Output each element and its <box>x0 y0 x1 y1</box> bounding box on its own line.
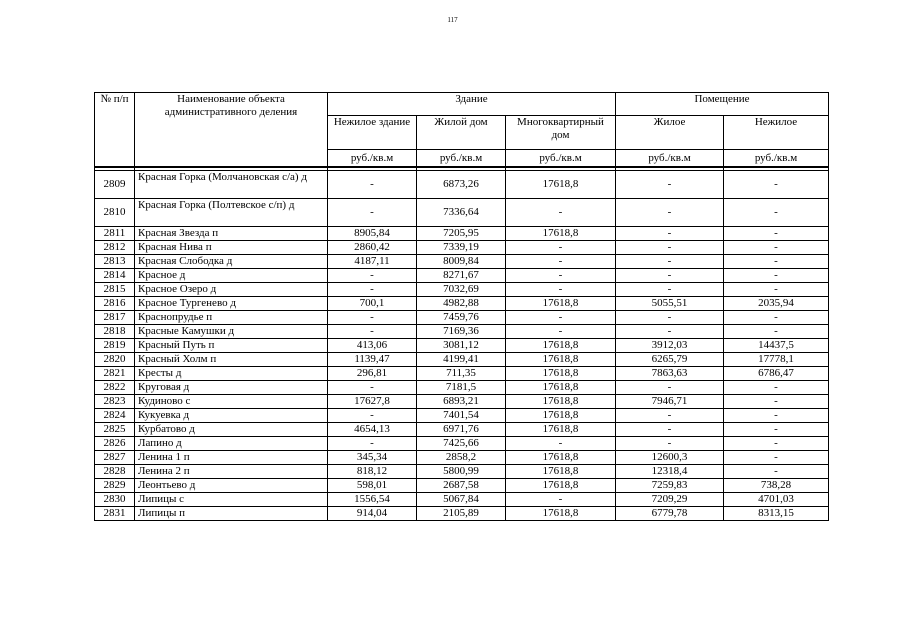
page-number: 117 <box>447 16 458 24</box>
object-name: Красное Озеро д <box>135 283 328 297</box>
residential-house-value: 6873,26 <box>417 171 506 199</box>
nonresidential-building-value: - <box>328 381 417 395</box>
nonresidential-building-value: 17627,8 <box>328 395 417 409</box>
residential-house-value: 4982,88 <box>417 297 506 311</box>
nonresidential-room-value: - <box>724 241 829 255</box>
nonresidential-building-value: 4654,13 <box>328 423 417 437</box>
nonresidential-building-value: 598,01 <box>328 479 417 493</box>
row-number: 2822 <box>95 381 135 395</box>
residential-room-value: 12600,3 <box>616 451 724 465</box>
residential-room-value: - <box>616 311 724 325</box>
table-row <box>95 493 829 507</box>
table-row <box>95 325 829 339</box>
nonresidential-building-value: 4187,11 <box>328 255 417 269</box>
residential-house-value: 7401,54 <box>417 409 506 423</box>
table-row <box>95 381 829 395</box>
residential-room-value: - <box>616 227 724 241</box>
residential-room-value: - <box>616 241 724 255</box>
residential-house-value: 7425,66 <box>417 437 506 451</box>
unit-label: руб./кв.м <box>417 150 506 168</box>
apartment-building-value: 17618,8 <box>506 507 616 521</box>
object-name: Красное д <box>135 269 328 283</box>
unit-label: руб./кв.м <box>616 150 724 168</box>
row-number: 2821 <box>95 367 135 381</box>
header-nonresidential-room: Нежилое <box>724 116 829 150</box>
table-body <box>95 167 829 521</box>
nonresidential-building-value: 296,81 <box>328 367 417 381</box>
object-name: Красная Нива п <box>135 241 328 255</box>
nonresidential-building-value: 1556,54 <box>328 493 417 507</box>
object-name: Красный Путь п <box>135 339 328 353</box>
residential-house-value: 7181,5 <box>417 381 506 395</box>
header-number: № п/п <box>95 93 135 168</box>
apartment-building-value: - <box>506 311 616 325</box>
header-apartment-building: Многоквартирный дом <box>506 116 616 150</box>
table-row <box>95 437 829 451</box>
row-number: 2827 <box>95 451 135 465</box>
nonresidential-room-value: 4701,03 <box>724 493 829 507</box>
nonresidential-building-value: - <box>328 269 417 283</box>
residential-house-value: 8009,84 <box>417 255 506 269</box>
apartment-building-value: 17618,8 <box>506 297 616 311</box>
row-number: 2825 <box>95 423 135 437</box>
table-row <box>95 451 829 465</box>
residential-room-value: 3912,03 <box>616 339 724 353</box>
nonresidential-building-value: 8905,84 <box>328 227 417 241</box>
residential-house-value: 7032,69 <box>417 283 506 297</box>
row-number: 2824 <box>95 409 135 423</box>
row-number: 2814 <box>95 269 135 283</box>
nonresidential-room-value: - <box>724 325 829 339</box>
residential-room-value: 7259,83 <box>616 479 724 493</box>
apartment-building-value: 17618,8 <box>506 171 616 199</box>
residential-room-value: - <box>616 325 724 339</box>
table-row <box>95 423 829 437</box>
apartment-building-value: - <box>506 437 616 451</box>
table-row <box>95 339 829 353</box>
row-number: 2819 <box>95 339 135 353</box>
nonresidential-room-value: 17778,1 <box>724 353 829 367</box>
apartment-building-value: 17618,8 <box>506 339 616 353</box>
nonresidential-building-value: 818,12 <box>328 465 417 479</box>
nonresidential-building-value: - <box>328 283 417 297</box>
residential-room-value: 7946,71 <box>616 395 724 409</box>
residential-house-value: 7339,19 <box>417 241 506 255</box>
table-row <box>95 255 829 269</box>
nonresidential-room-value: 738,28 <box>724 479 829 493</box>
header-object-name: Наименование объекта административного деления <box>135 93 328 168</box>
residential-house-value: 7169,36 <box>417 325 506 339</box>
residential-room-value: - <box>616 437 724 451</box>
row-number: 2812 <box>95 241 135 255</box>
object-name: Липицы п <box>135 507 328 521</box>
residential-room-value: - <box>616 423 724 437</box>
apartment-building-value: - <box>506 269 616 283</box>
unit-label: руб./кв.м <box>724 150 829 168</box>
apartment-building-value: - <box>506 255 616 269</box>
table-row <box>95 241 829 255</box>
nonresidential-building-value: - <box>328 409 417 423</box>
nonresidential-room-value: - <box>724 283 829 297</box>
nonresidential-building-value: - <box>328 311 417 325</box>
nonresidential-building-value: 2860,42 <box>328 241 417 255</box>
table-row <box>95 283 829 297</box>
residential-room-value: - <box>616 381 724 395</box>
row-number: 2815 <box>95 283 135 297</box>
apartment-building-value: - <box>506 493 616 507</box>
table-row <box>95 297 829 311</box>
nonresidential-room-value: 8313,15 <box>724 507 829 521</box>
nonresidential-room-value: 6786,47 <box>724 367 829 381</box>
object-name: Красные Камушки д <box>135 325 328 339</box>
nonresidential-room-value: - <box>724 269 829 283</box>
residential-house-value: 2858,2 <box>417 451 506 465</box>
nonresidential-building-value: 1139,47 <box>328 353 417 367</box>
residential-house-value: 6971,76 <box>417 423 506 437</box>
nonresidential-building-value: 700,1 <box>328 297 417 311</box>
nonresidential-room-value: 14437,5 <box>724 339 829 353</box>
row-number: 2811 <box>95 227 135 241</box>
residential-room-value: - <box>616 409 724 423</box>
table-row <box>95 409 829 423</box>
nonresidential-room-value: - <box>724 409 829 423</box>
row-number: 2830 <box>95 493 135 507</box>
nonresidential-room-value: - <box>724 171 829 199</box>
row-number: 2820 <box>95 353 135 367</box>
nonresidential-room-value: - <box>724 227 829 241</box>
unit-label: руб./кв.м <box>506 150 616 168</box>
residential-house-value: 2687,58 <box>417 479 506 493</box>
apartment-building-value: 17618,8 <box>506 353 616 367</box>
header-group-room: Помещение <box>616 93 829 116</box>
nonresidential-room-value: - <box>724 381 829 395</box>
object-name: Ленина 1 п <box>135 451 328 465</box>
nonresidential-room-value: 2035,94 <box>724 297 829 311</box>
row-number: 2828 <box>95 465 135 479</box>
table-row <box>95 367 829 381</box>
residential-house-value: 2105,89 <box>417 507 506 521</box>
residential-house-value: 7205,95 <box>417 227 506 241</box>
residential-room-value: 7863,63 <box>616 367 724 381</box>
row-number: 2809 <box>95 171 135 199</box>
residential-house-value: 3081,12 <box>417 339 506 353</box>
apartment-building-value: - <box>506 283 616 297</box>
nonresidential-room-value: - <box>724 199 829 227</box>
table-row <box>95 269 829 283</box>
object-name: Красная Горка (Молчановская с/а) д <box>135 171 328 199</box>
row-number: 2813 <box>95 255 135 269</box>
residential-house-value: 5067,84 <box>417 493 506 507</box>
nonresidential-building-value: - <box>328 325 417 339</box>
apartment-building-value: - <box>506 325 616 339</box>
table-row <box>95 395 829 409</box>
residential-room-value: - <box>616 255 724 269</box>
object-name: Красный Холм п <box>135 353 328 367</box>
header-nonresidential-building: Нежилое здание <box>328 116 417 150</box>
row-number: 2829 <box>95 479 135 493</box>
nonresidential-building-value: - <box>328 437 417 451</box>
residential-room-value: 12318,4 <box>616 465 724 479</box>
apartment-building-value: - <box>506 199 616 227</box>
object-name: Красная Слободка д <box>135 255 328 269</box>
nonresidential-building-value: 413,06 <box>328 339 417 353</box>
apartment-building-value: 17618,8 <box>506 451 616 465</box>
object-name: Красная Горка (Полтевское с/п) д <box>135 199 328 227</box>
row-number: 2823 <box>95 395 135 409</box>
residential-room-value: - <box>616 199 724 227</box>
residential-house-value: 7336,64 <box>417 199 506 227</box>
residential-room-value: - <box>616 283 724 297</box>
object-name: Кукуевка д <box>135 409 328 423</box>
header-group-building: Здание <box>328 93 616 116</box>
table-row <box>95 507 829 521</box>
residential-house-value: 6893,21 <box>417 395 506 409</box>
nonresidential-building-value: - <box>328 171 417 199</box>
object-name: Лапино д <box>135 437 328 451</box>
nonresidential-room-value: - <box>724 437 829 451</box>
apartment-building-value: 17618,8 <box>506 367 616 381</box>
residential-room-value: 7209,29 <box>616 493 724 507</box>
object-name: Курбатово д <box>135 423 328 437</box>
residential-house-value: 7459,76 <box>417 311 506 325</box>
table-row <box>95 171 829 199</box>
row-number: 2831 <box>95 507 135 521</box>
row-number: 2826 <box>95 437 135 451</box>
residential-room-value: 6779,78 <box>616 507 724 521</box>
apartment-building-value: 17618,8 <box>506 479 616 493</box>
unit-label: руб./кв.м <box>328 150 417 168</box>
nonresidential-room-value: - <box>724 255 829 269</box>
apartment-building-value: 17618,8 <box>506 409 616 423</box>
apartment-building-value: 17618,8 <box>506 465 616 479</box>
tariff-table <box>94 92 829 521</box>
nonresidential-building-value: - <box>328 199 417 227</box>
nonresidential-room-value: - <box>724 451 829 465</box>
apartment-building-value: 17618,8 <box>506 227 616 241</box>
header-residential-house: Жилой дом <box>417 116 506 150</box>
nonresidential-building-value: 345,34 <box>328 451 417 465</box>
object-name: Круговая д <box>135 381 328 395</box>
residential-room-value: - <box>616 171 724 199</box>
object-name: Кудиново с <box>135 395 328 409</box>
table-row <box>95 311 829 325</box>
object-name: Липицы с <box>135 493 328 507</box>
row-number: 2810 <box>95 199 135 227</box>
apartment-building-value: 17618,8 <box>506 395 616 409</box>
row-number: 2818 <box>95 325 135 339</box>
residential-house-value: 711,35 <box>417 367 506 381</box>
table-row <box>95 479 829 493</box>
nonresidential-room-value: - <box>724 465 829 479</box>
residential-house-value: 4199,41 <box>417 353 506 367</box>
table-row <box>95 353 829 367</box>
object-name: Краснопрудье п <box>135 311 328 325</box>
residential-room-value: - <box>616 269 724 283</box>
residential-house-value: 5800,99 <box>417 465 506 479</box>
table-row <box>95 199 829 227</box>
object-name: Красная Звезда п <box>135 227 328 241</box>
apartment-building-value: - <box>506 241 616 255</box>
header-residential-room: Жилое <box>616 116 724 150</box>
nonresidential-room-value: - <box>724 423 829 437</box>
residential-room-value: 5055,51 <box>616 297 724 311</box>
apartment-building-value: 17618,8 <box>506 381 616 395</box>
object-name: Красное Тургенево д <box>135 297 328 311</box>
row-number: 2817 <box>95 311 135 325</box>
table-row <box>95 227 829 241</box>
apartment-building-value: 17618,8 <box>506 423 616 437</box>
residential-house-value: 8271,67 <box>417 269 506 283</box>
nonresidential-building-value: 914,04 <box>328 507 417 521</box>
nonresidential-room-value: - <box>724 311 829 325</box>
row-number: 2816 <box>95 297 135 311</box>
object-name: Ленина 2 п <box>135 465 328 479</box>
object-name: Кресты д <box>135 367 328 381</box>
object-name: Леонтьево д <box>135 479 328 493</box>
nonresidential-room-value: - <box>724 395 829 409</box>
residential-room-value: 6265,79 <box>616 353 724 367</box>
table-row <box>95 465 829 479</box>
